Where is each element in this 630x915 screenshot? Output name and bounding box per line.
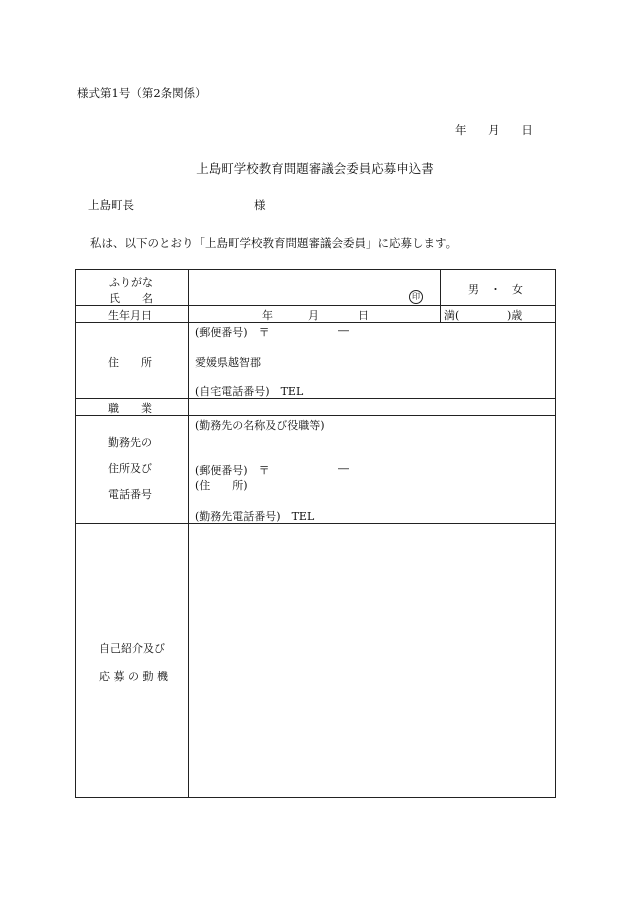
work-phone-label[interactable]: (勤務先電話番号) TEL [195,510,315,523]
motive-field[interactable] [196,528,546,793]
label-column-divider [188,270,189,798]
date-day: 日 [521,123,533,137]
gender-options[interactable]: 男 ・ 女 [468,283,523,296]
submission-date [455,122,533,138]
name-field[interactable] [196,274,396,302]
address-prefecture[interactable]: 愛媛県越智郡 [195,356,261,369]
work-address-label[interactable]: (住 所) [195,479,248,492]
honorific: 様 [254,198,266,212]
intro-text: 私は、以下のとおり「上島町学校教育問題審議会委員」に応募します。 [90,236,458,250]
work-postal-dash: ― [338,462,349,475]
motive-label-1: 自己紹介及び [99,642,165,655]
application-form-table [75,269,556,798]
birth-year[interactable]: 年 [262,309,273,322]
workplace-label-1: 勤務先の [108,436,152,449]
date-year: 年 [455,123,467,137]
occupation-label: 職 業 [108,402,152,415]
home-phone-label[interactable]: (自宅電話番号) TEL [195,385,304,398]
addressee: 上島町長 [88,198,134,212]
row-divider [76,523,555,524]
age-prefix[interactable]: 満( [444,309,460,322]
form-number: 様式第1号（第2条関係） [77,86,207,100]
workplace-label-2: 住所及び [108,462,152,475]
date-month: 月 [488,123,500,137]
postal-label: (郵便番号) 〒 [195,326,270,339]
name-label: 氏 名 [109,292,153,305]
furigana-label: ふりがな [109,276,153,289]
seal-mark: 印 [409,290,423,304]
motive-label-2: 応 募 の 動 機 [99,670,168,683]
age-suffix: )歳 [507,309,523,322]
gender-column-divider [440,270,441,322]
address-label: 住 所 [108,356,152,369]
birthdate-label: 生年月日 [108,309,152,322]
birth-month[interactable]: 月 [308,309,319,322]
postal-dash: ― [338,324,349,337]
workplace-label-3: 電話番号 [108,488,152,501]
work-postal-label: (郵便番号) 〒 [195,464,270,477]
page-title: 上島町学校教育問題審議会委員応募申込書 [196,161,434,176]
workplace-name-label[interactable]: (勤務先の名称及び役職等) [195,419,325,432]
birth-day[interactable]: 日 [358,309,369,322]
occupation-field[interactable] [196,399,546,414]
